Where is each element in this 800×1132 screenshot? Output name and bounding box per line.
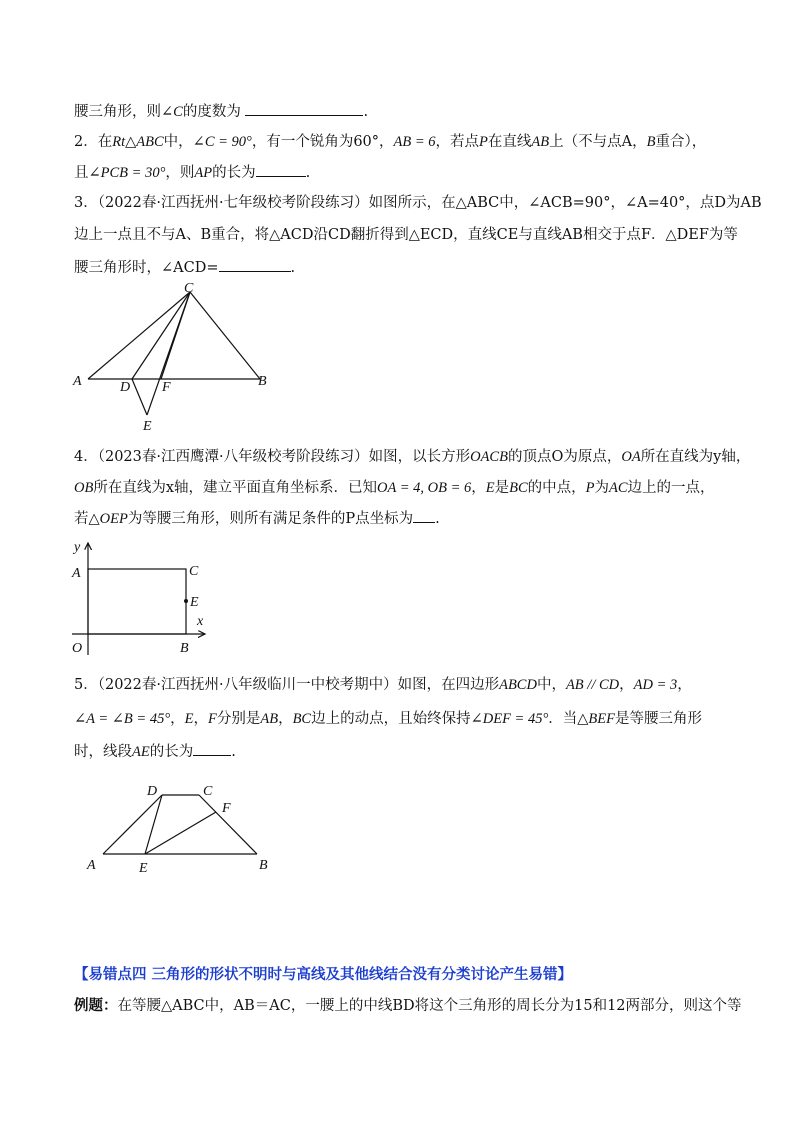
q4-line-1: 4．（2023春·江西鹰潭·八年级校考阶段练习）如图，以长方形OACB的顶点O为原点，OA所在直线为y轴，	[74, 449, 751, 465]
q5-label-f: F	[222, 801, 231, 816]
q5-line-2: ∠A = ∠B = 45°，E，F分别是AB，BC边上的动点，且始终保持∠DEF = 45°．当△BEF是等腰三角形	[74, 711, 702, 727]
q3-triangle-figure	[60, 280, 290, 434]
q5-line-1: 5．（2022春·江西抚州·八年级临川一中校考期中）如图，在四边形ABCD中，AB // CD，AD = 3，	[74, 677, 692, 693]
q3-line-1: 3．（2022春·江西抚州·七年级校考阶段练习）如图所示，在△ABC中，∠ACB=90°，∠A=40°，点D为AB	[74, 195, 762, 211]
q1-angle: ∠C	[161, 104, 183, 120]
q1-text-b: 的度数为	[182, 104, 241, 120]
q4-label-y: y	[74, 540, 81, 555]
q5-label-e: E	[139, 861, 148, 876]
q4-label-e: E	[190, 595, 199, 610]
q5-line-3: 时，线段AE的长为 .	[74, 741, 236, 762]
q5-label-a: A	[87, 858, 96, 873]
q3-label-b: B	[258, 374, 267, 389]
q4-label-o: O	[72, 641, 83, 656]
q3-label-a: A	[73, 374, 82, 389]
example-text: 在等腰△ABC中，AB＝AC，一腰上的中线BD将这个三角形的周长分为15和12两部分，则这个等	[117, 998, 742, 1014]
q5-label-d: D	[147, 784, 158, 799]
q1-text: 腰三角形，则	[74, 104, 161, 120]
q3-line-2: 边上一点且不与A、B重合，将△ACD沿CD翻折得到△ECD，直线CE与直线AB相交于点F．△DEF为等	[74, 227, 738, 243]
q5-answer-blank[interactable]	[193, 741, 231, 756]
q5-trapezoid-figure	[80, 775, 280, 880]
q2-triangle: Rt△ABC	[112, 134, 164, 150]
q4-line-2: OB所在直线为x轴，建立平面直角坐标系．已知OA = 4, OB = 6，E是BC的中点，P为AC边上的一点，	[74, 480, 715, 496]
q4-line-3: 若△OEP为等腰三角形，则所有满足条件的P点坐标为 .	[74, 508, 440, 529]
q4-label-a: A	[72, 566, 81, 581]
q3-label-c: C	[184, 281, 194, 296]
section-heading: 【易错点四 三角形的形状不明时与高线及其他线结合没有分类讨论产生易错】	[74, 967, 573, 983]
q5-label-b: B	[259, 858, 268, 873]
q4-label-b: B	[180, 641, 189, 656]
q3-label-e: E	[143, 419, 152, 434]
q3-line-3: 腰三角形时，∠ACD= .	[74, 257, 295, 278]
q4-label-x: x	[197, 614, 204, 629]
q3-label-f: F	[162, 380, 171, 395]
q2-line-1: 2．在Rt△ABC中，∠C = 90°，有一个锐角为60°，AB = 6，若点P在直线AB上（不与点A，B重合），	[74, 134, 707, 150]
q2-line-2: 且∠PCB = 30°，则AP的长为 .	[74, 162, 310, 183]
q2-answer-blank[interactable]	[256, 162, 306, 177]
q4-point-e	[184, 599, 188, 603]
q1-tail-line: 腰三角形，则∠C的度数为 .	[74, 101, 368, 122]
q4-answer-blank[interactable]	[413, 508, 435, 523]
example-label: 例题：	[74, 997, 118, 1014]
q3-label-d: D	[120, 380, 131, 395]
q3-answer-blank[interactable]	[219, 257, 291, 272]
q5-label-c: C	[203, 784, 213, 799]
example-line	[74, 996, 742, 1016]
q1-answer-blank[interactable]	[245, 101, 363, 116]
q4-label-c: C	[189, 564, 199, 579]
q4-coordinate-figure	[60, 535, 220, 660]
